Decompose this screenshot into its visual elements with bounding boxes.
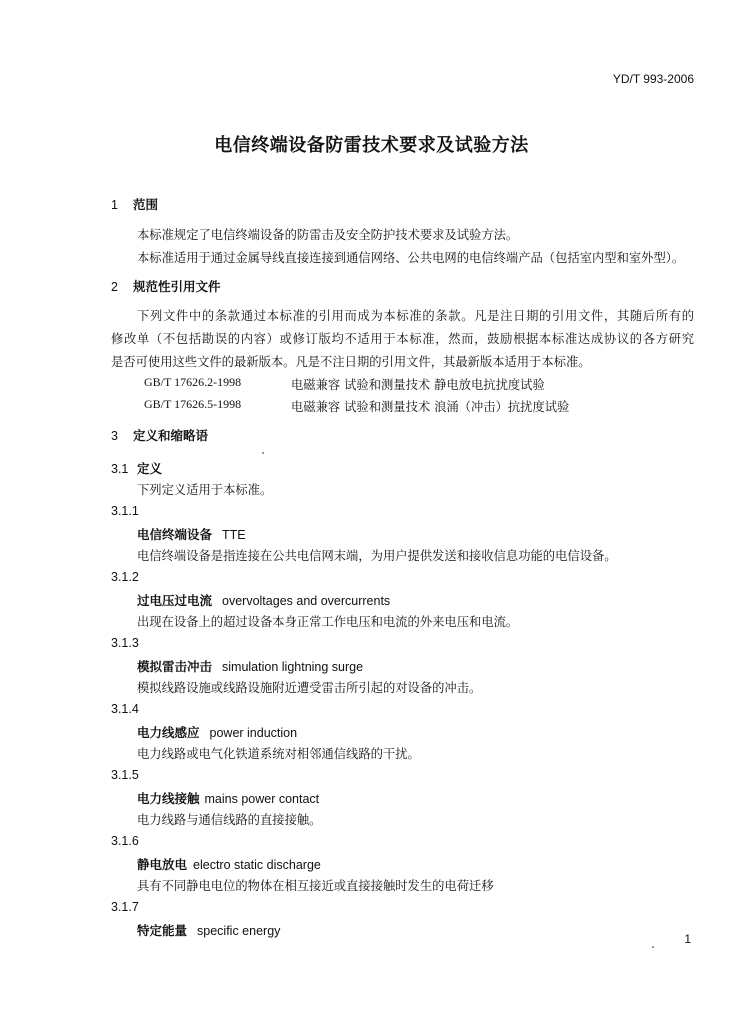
scan-speck (652, 946, 654, 948)
section-title: 规范性引用文件 (133, 279, 221, 294)
term-name-zh: 电力线感应 (137, 725, 200, 740)
document-title: 电信终端设备防雷技术要求及试验方法 (214, 135, 529, 156)
term-heading (137, 525, 246, 543)
section-2-heading (111, 277, 221, 295)
section-number: 1 (111, 198, 118, 212)
term-name-en: electro static discharge (193, 858, 321, 872)
section-number: 2 (111, 280, 118, 294)
reference-title: 电磁兼容 试验和测量技术 静电放电抗扰度试验 (291, 378, 545, 392)
term-number: 3.1.1 (111, 504, 139, 518)
term-heading (137, 657, 363, 675)
term-definition: 电信终端设备是指连接在公共电信网末端，为用户提供发送和接收信息功能的电信设备。 (137, 549, 617, 563)
section-1-heading (111, 195, 158, 213)
term-number: 3.1.2 (111, 570, 139, 584)
section-title: 定义和缩略语 (133, 428, 209, 443)
term-name-en: specific energy (197, 924, 281, 938)
scan-speck (262, 452, 264, 454)
term-definition: 电力线路或电气化铁道系统对相邻通信线路的干扰。 (137, 747, 420, 761)
term-name-zh: 电信终端设备 (137, 527, 213, 542)
subsection-title: 定义 (137, 461, 163, 476)
references-paragraph-line-3: 是否可使用这些文件的最新版本。凡是不注日期的引用文件，其最新版本适用于本标准。 (111, 355, 591, 369)
term-definition: 模拟线路设施或线路设施附近遭受雷击所引起的对设备的冲击。 (137, 681, 482, 695)
references-paragraph-line-2: 修改单（不包括勘误的内容）或修订版均不适用于本标准，然而，鼓励根据本标准达成协议的各方研究 (111, 332, 694, 346)
term-name-zh: 模拟雷击冲击 (137, 659, 213, 674)
scope-paragraph-1: 本标准规定了电信终端设备的防雷击及安全防护技术要求及试验方法。 (137, 228, 519, 242)
term-name-zh: 静电放电 (137, 857, 188, 872)
section-3-heading (111, 426, 208, 444)
subsection-3-1-heading (111, 459, 162, 477)
term-number: 3.1.4 (111, 702, 139, 716)
term-name-en: overvoltages and overcurrents (222, 594, 391, 608)
term-name-en: mains power contact (204, 792, 320, 806)
standard-number: YD/T 993-2006 (612, 72, 694, 86)
term-heading (137, 789, 319, 807)
definitions-intro: 下列定义适用于本标准。 (137, 483, 273, 497)
term-name-zh: 过电压过电流 (137, 593, 213, 608)
subsection-number: 3.1 (111, 462, 129, 476)
term-name-en: TTE (222, 528, 246, 542)
term-definition: 具有不同静电电位的物体在相互接近或直接接触时发生的电荷迁移 (137, 879, 494, 893)
page-number: 1 (684, 932, 691, 946)
term-definition: 电力线路与通信线路的直接接触。 (137, 813, 322, 827)
section-number: 3 (111, 429, 118, 443)
term-name-zh: 电力线接触 (137, 791, 200, 806)
term-number: 3.1.5 (111, 768, 139, 782)
term-number: 3.1.6 (111, 834, 139, 848)
term-heading (137, 591, 390, 609)
term-number: 3.1.3 (111, 636, 139, 650)
term-definition: 出现在设备上的超过设备本身正常工作电压和电流的外来电压和电流。 (137, 615, 519, 629)
term-heading (137, 921, 280, 939)
term-heading (137, 723, 297, 741)
reference-code: GB/T 17626.2-1998 (144, 375, 242, 389)
term-number: 3.1.7 (111, 900, 139, 914)
term-name-zh: 特定能量 (137, 923, 188, 938)
section-title: 范围 (133, 197, 159, 212)
term-name-en: power induction (209, 726, 298, 740)
reference-title: 电磁兼容 试验和测量技术 浪涌（冲击）抗扰度试验 (291, 400, 570, 414)
reference-code: GB/T 17626.5-1998 (144, 397, 242, 411)
scope-paragraph-2: 本标准适用于通过金属导线直接连接到通信网络、公共电网的电信终端产品（包括室内型和室外型）。 (137, 251, 685, 265)
term-name-en: simulation lightning surge (222, 660, 364, 674)
references-paragraph-line-1: 下列文件中的条款通过本标准的引用而成为本标准的条款。凡是注日期的引用文件，其随后所有的 (137, 309, 694, 323)
term-heading (137, 855, 321, 873)
